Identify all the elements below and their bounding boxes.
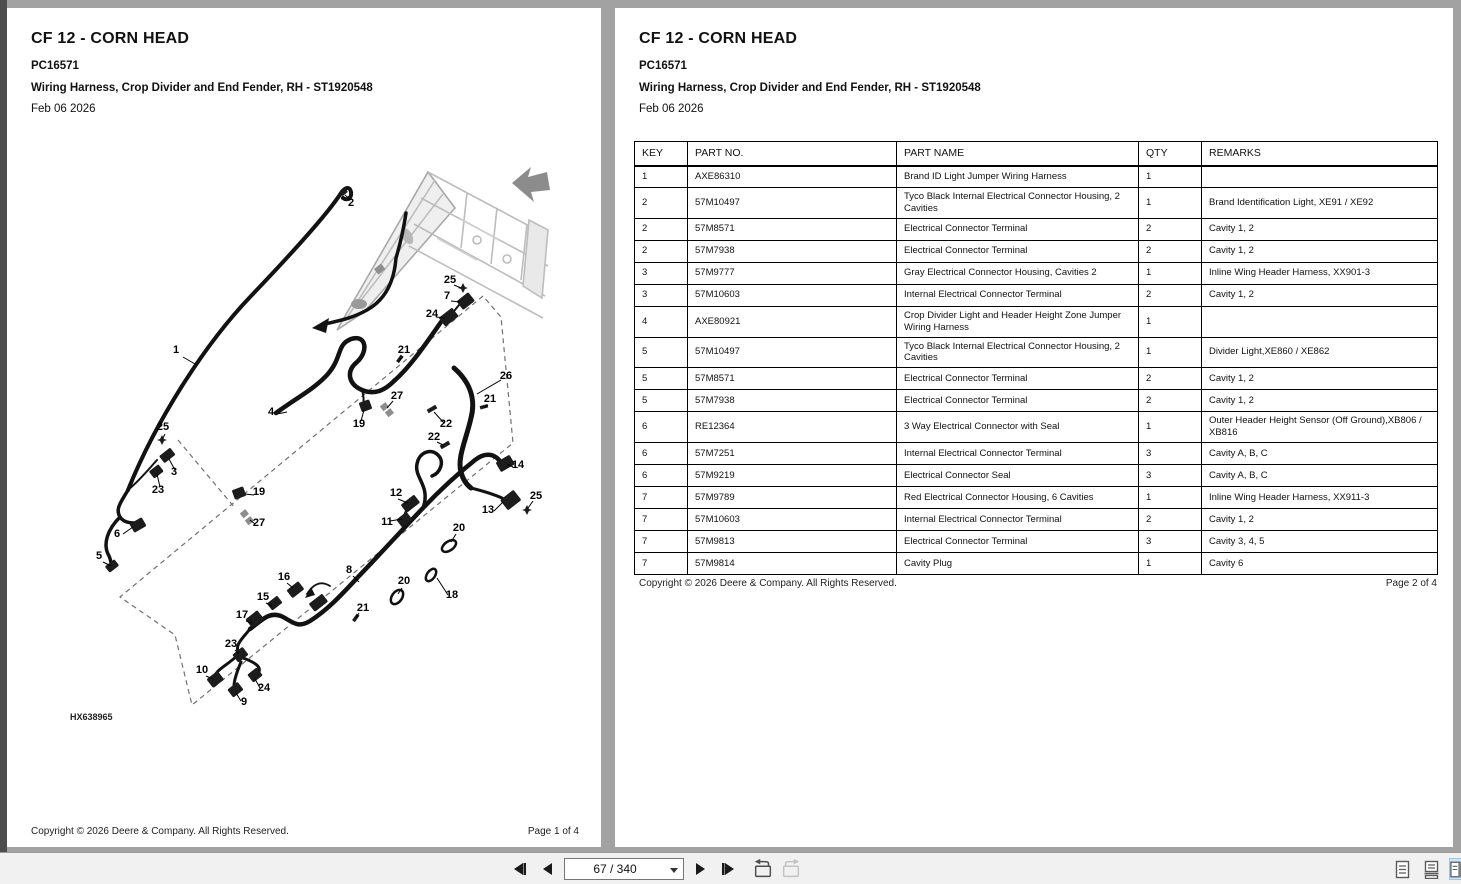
table-cell: Cavity A, B, C <box>1202 465 1438 487</box>
table-cell: 1 <box>1139 337 1202 368</box>
table-cell: 7 <box>635 531 688 553</box>
callout-number: 25 <box>156 421 170 433</box>
section-subtitle: Wiring Harness, Crop Divider and End Fender, RH - ST1920548 <box>639 82 981 94</box>
callout-number: 14 <box>511 459 525 471</box>
table-cell: Electrical Connector Terminal <box>897 531 1139 553</box>
table-cell: 1 <box>1139 306 1202 337</box>
connectors <box>105 188 532 698</box>
table-row <box>635 240 1438 262</box>
table-cell: Cavity 1, 2 <box>1202 284 1438 306</box>
table-cell: 2 <box>1139 218 1202 240</box>
callout-number: 26 <box>499 370 513 382</box>
table-cell: 2 <box>1139 368 1202 390</box>
table-cell: Divider Light,XE860 / XE862 <box>1202 337 1438 368</box>
table-cell: 6 <box>635 465 688 487</box>
first-page-button[interactable] <box>508 858 530 880</box>
callout-number: 8 <box>345 564 353 576</box>
continuous-view-icon <box>1424 860 1439 879</box>
callout-number: 17 <box>235 609 249 621</box>
callout-number: 5 <box>95 550 103 562</box>
next-view-icon <box>780 858 802 880</box>
table-cell: Cavity 1, 2 <box>1202 218 1438 240</box>
callout-leaders <box>103 195 533 701</box>
table-row <box>635 284 1438 306</box>
table-header-cell: PART NO. <box>688 142 897 166</box>
table-cell: 2 <box>1139 509 1202 531</box>
page-title: CF 12 - CORN HEAD <box>639 30 798 47</box>
table-row <box>635 218 1438 240</box>
callout-number: 19 <box>252 486 266 498</box>
callout-number: 9 <box>240 696 248 708</box>
table-cell: 2 <box>1139 240 1202 262</box>
table-cell: Cavity Plug <box>897 553 1139 575</box>
table-cell: 3 <box>1139 443 1202 465</box>
table-cell: 57M8571 <box>688 368 897 390</box>
table-cell: 1 <box>1139 188 1202 219</box>
table-cell: Electrical Connector Terminal <box>897 218 1139 240</box>
table-cell: 57M10497 <box>688 337 897 368</box>
table-cell: 1 <box>1139 412 1202 443</box>
callout-number: 21 <box>483 393 497 405</box>
two-page-view-icon <box>1450 860 1461 879</box>
callout-number: 19 <box>352 418 366 430</box>
page-number-box <box>564 858 684 880</box>
table-cell: Cavity 1, 2 <box>1202 390 1438 412</box>
document-page-2 <box>615 8 1453 847</box>
table-cell: Cavity A, B, C <box>1202 443 1438 465</box>
table-cell: 1 <box>1139 487 1202 509</box>
table-cell: Cavity 1, 2 <box>1202 509 1438 531</box>
table-cell: 3 <box>635 284 688 306</box>
table-cell: 2 <box>1139 284 1202 306</box>
copyright-text: Copyright © 2026 Deere & Company. All Rights Reserved. <box>31 826 289 837</box>
table-row <box>635 368 1438 390</box>
table-cell: AXE80921 <box>688 306 897 337</box>
table-cell: 57M9789 <box>688 487 897 509</box>
machinery-ghost <box>337 172 548 330</box>
table-cell <box>1202 166 1438 188</box>
table-cell: 5 <box>635 368 688 390</box>
callout-number: 6 <box>113 528 121 540</box>
callout-number: 10 <box>195 664 209 676</box>
table-cell: 57M9813 <box>688 531 897 553</box>
page2-header <box>639 30 981 115</box>
table-cell: 2 <box>635 188 688 219</box>
table-cell: 6 <box>635 412 688 443</box>
table-cell: 57M7938 <box>688 390 897 412</box>
harness-wires <box>106 188 502 686</box>
callout-number: 23 <box>151 484 165 496</box>
table-header-cell: REMARKS <box>1202 142 1438 166</box>
page-number-label: Page 2 of 4 <box>1385 578 1437 589</box>
table-row <box>635 487 1438 509</box>
table-row <box>635 262 1438 284</box>
catalog-number: PC16571 <box>639 60 687 72</box>
callout-number: 2 <box>347 197 355 209</box>
page-title: CF 12 - CORN HEAD <box>31 30 190 47</box>
table-cell: 6 <box>635 443 688 465</box>
table-cell: 57M8571 <box>688 218 897 240</box>
table-cell: 57M10603 <box>688 284 897 306</box>
table-cell: 3 <box>1139 465 1202 487</box>
table-cell: 1 <box>1139 262 1202 284</box>
copyright-text: Copyright © 2026 Deere & Company. All Rights Reserved. <box>639 578 897 589</box>
table-row <box>635 337 1438 368</box>
table-cell: 7 <box>635 509 688 531</box>
table-cell: Internal Electrical Connector Terminal <box>897 284 1139 306</box>
table-cell: Cavity 1, 2 <box>1202 368 1438 390</box>
callout-number: 21 <box>397 344 411 356</box>
next-page-button[interactable] <box>690 858 712 880</box>
table-cell: 1 <box>635 166 688 188</box>
previous-view-icon <box>752 858 774 880</box>
table-header-cell: PART NAME <box>897 142 1139 166</box>
table-cell: Inline Wing Header Harness, XX901-3 <box>1202 262 1438 284</box>
table-cell: 2 <box>635 240 688 262</box>
callout-number: 24 <box>425 308 439 320</box>
table-cell: 7 <box>635 487 688 509</box>
continuous-view-button[interactable] <box>1420 858 1442 880</box>
table-cell: Electrical Connector Seal <box>897 465 1139 487</box>
table-header-cell: KEY <box>635 142 688 166</box>
table-row <box>635 531 1438 553</box>
table-cell: Internal Electrical Connector Terminal <box>897 509 1139 531</box>
last-page-button[interactable] <box>718 858 740 880</box>
callout-number: 13 <box>481 504 495 516</box>
revision-date: Feb 06 2026 <box>639 103 704 115</box>
callout-number: 27 <box>390 390 404 402</box>
table-cell: Red Electrical Connector Housing, 6 Cavities <box>897 487 1139 509</box>
table-cell: Cavity 1, 2 <box>1202 240 1438 262</box>
previous-page-icon <box>540 862 554 876</box>
callout-numbers <box>96 197 542 708</box>
callout-number: 3 <box>170 466 178 478</box>
single-page-view-icon <box>1395 860 1410 879</box>
table-cell: RE12364 <box>688 412 897 443</box>
dashed-boundary <box>120 296 513 705</box>
single-page-view-button[interactable] <box>1391 858 1413 880</box>
table-cell: 3 <box>1139 531 1202 553</box>
callout-number: 16 <box>277 571 291 583</box>
table-cell: Electrical Connector Terminal <box>897 240 1139 262</box>
table-cell: 4 <box>635 306 688 337</box>
table-cell: Electrical Connector Terminal <box>897 390 1139 412</box>
table-cell: AXE86310 <box>688 166 897 188</box>
table-cell: 57M9777 <box>688 262 897 284</box>
viewer-toolbar <box>0 852 1461 884</box>
figure-id: HX638965 <box>70 712 113 722</box>
table-cell: 3 Way Electrical Connector with Seal <box>897 412 1139 443</box>
callout-number: 22 <box>427 431 441 443</box>
parts-table <box>634 141 1438 575</box>
table-cell: 57M9219 <box>688 465 897 487</box>
last-page-icon <box>721 862 737 876</box>
section-subtitle: Wiring Harness, Crop Divider and End Fender, RH - ST1920548 <box>31 82 373 94</box>
table-cell: 2 <box>1139 390 1202 412</box>
callout-number: 11 <box>381 516 393 528</box>
table-header-row <box>635 142 1438 166</box>
callout-number: 25 <box>443 274 457 286</box>
table-cell <box>1202 306 1438 337</box>
callout-number: 27 <box>252 517 266 529</box>
first-page-icon <box>511 862 527 876</box>
table-cell: 57M7251 <box>688 443 897 465</box>
table-cell: 57M7938 <box>688 240 897 262</box>
table-cell: 1 <box>1139 553 1202 575</box>
table-cell: Crop Divider Light and Header Height Zone Jumper Wiring Harness <box>897 306 1139 337</box>
table-row <box>635 509 1438 531</box>
callout-number: 1 <box>172 344 180 356</box>
table-cell: 57M10603 <box>688 509 897 531</box>
callout-number: 23 <box>224 638 238 650</box>
callout-number: 25 <box>529 490 543 502</box>
table-cell: 57M9814 <box>688 553 897 575</box>
table-cell: 3 <box>635 262 688 284</box>
table-row <box>635 465 1438 487</box>
callout-number: 24 <box>257 682 271 694</box>
table-row <box>635 306 1438 337</box>
previous-view-button[interactable] <box>752 858 774 880</box>
table-cell: Brand Identification Light, XE91 / XE92 <box>1202 188 1438 219</box>
table-cell: 57M10497 <box>688 188 897 219</box>
table-row <box>635 412 1438 443</box>
next-page-icon <box>694 862 708 876</box>
callout-number: 7 <box>443 290 451 302</box>
table-cell: Tyco Black Internal Electrical Connector Housing, 2 Cavities <box>897 188 1139 219</box>
table-row <box>635 443 1438 465</box>
page-shadow <box>0 0 7 852</box>
page-number-input[interactable] <box>565 860 665 878</box>
next-view-button[interactable] <box>780 858 802 880</box>
table-cell: Tyco Black Internal Electrical Connector Housing, 2 Cavities <box>897 337 1139 368</box>
callout-number: 20 <box>452 522 466 534</box>
revision-date: Feb 06 2026 <box>31 103 96 115</box>
catalog-number: PC16571 <box>31 60 79 72</box>
document-page-1 <box>7 8 601 847</box>
table-cell: Inline Wing Header Harness, XX911-3 <box>1202 487 1438 509</box>
table-cell: Electrical Connector Terminal <box>897 368 1139 390</box>
table-row <box>635 166 1438 188</box>
callout-number: 21 <box>356 602 370 614</box>
table-cell: Cavity 3, 4, 5 <box>1202 531 1438 553</box>
table-cell: 1 <box>1139 166 1202 188</box>
direction-arrow-icon <box>512 167 550 202</box>
table-cell: Cavity 6 <box>1202 553 1438 575</box>
callout-number: 20 <box>397 575 411 587</box>
table-cell: 7 <box>635 553 688 575</box>
callout-number: 18 <box>445 589 459 601</box>
table-cell: 5 <box>635 390 688 412</box>
table-cell: Brand ID Light Jumper Wiring Harness <box>897 166 1139 188</box>
table-cell: Internal Electrical Connector Terminal <box>897 443 1139 465</box>
two-page-view-button[interactable] <box>1449 858 1461 880</box>
table-row <box>635 553 1438 575</box>
table-cell: Outer Header Height Sensor (Off Ground),XB806 / XB816 <box>1202 412 1438 443</box>
wiring-diagram <box>7 8 601 847</box>
callout-number: 4 <box>267 406 275 418</box>
callout-number: 12 <box>389 487 403 499</box>
table-cell: 5 <box>635 337 688 368</box>
table-cell: Gray Electrical Connector Housing, Cavities 2 <box>897 262 1139 284</box>
table-header-cell: QTY <box>1139 142 1202 166</box>
page-number-label: Page 1 of 4 <box>527 826 579 837</box>
table-row <box>635 188 1438 219</box>
previous-page-button[interactable] <box>536 858 558 880</box>
page-dropdown-caret-icon[interactable] <box>670 868 678 873</box>
table-row <box>635 390 1438 412</box>
table-cell: 2 <box>635 218 688 240</box>
callout-number: 15 <box>256 591 270 603</box>
callout-number: 22 <box>439 418 453 430</box>
